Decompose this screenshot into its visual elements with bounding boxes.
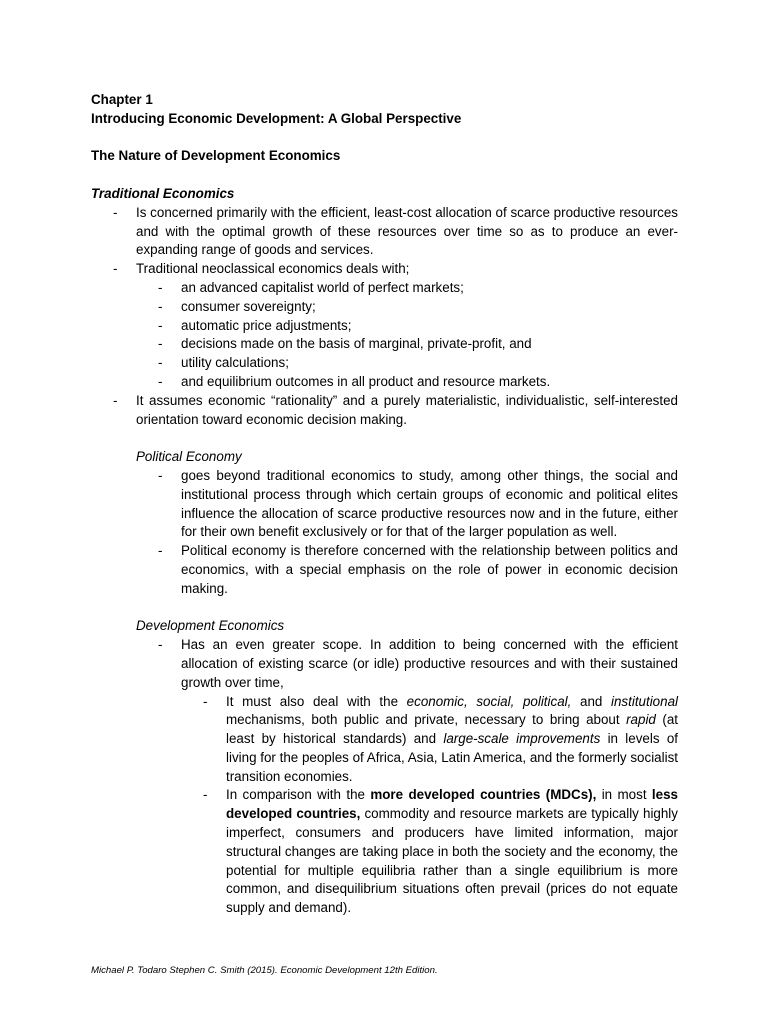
traditional-economics-heading: Traditional Economics [91, 185, 235, 201]
list-item: - Has an even greater scope. In addition to being concerned with the efficient allocation of existing scarce (or idle) productive resources and with their sustained growth over time, [158, 637, 678, 690]
sub-list-item: - decisions made on the basis of marginal, private-profit, and [158, 336, 532, 352]
list-item: - Political economy is therefore concerned with the relationship between politics and economics, with a special emphasis on the role of power in economic decision making. [158, 543, 678, 596]
chapter-number: Chapter 1 [91, 92, 153, 107]
sub-list-item: - automatic price adjustments; [158, 317, 352, 333]
sub-list-item: - consumer sovereignty; [158, 298, 316, 314]
section-title: The Nature of Development Economics [91, 148, 341, 164]
chapter-title: Introducing Economic Development: A Global Perspective [91, 110, 462, 126]
list-item: - Traditional neoclassical economics deals with; [113, 261, 410, 277]
document-body [91, 91, 678, 918]
sub-list-item: - It must also deal with the economic, social, political, and institutional mechanisms, both public and private, necessary to bring about rapid (at least by historical standards) and large-scale improvements in levels of living for the peoples of Africa, Asia, Latin America, and the formerly socialist transition economies. [203, 693, 678, 784]
citation-footer: Michael P. Todaro Stephen C. Smith (2015). Economic Development 12th Edition. [91, 965, 438, 976]
political-economy-heading: Political Economy [136, 449, 242, 465]
list-item: - It assumes economic “rationality” and a purely materialistic, individualistic, self-interested orientation toward economic decision making. [113, 392, 678, 427]
sub-list-item: - an advanced capitalist world of perfect markets; [158, 279, 464, 295]
sub-list-item: - utility calculations; [158, 355, 289, 371]
sub-list-item: - and equilibrium outcomes in all product and resource markets. [158, 373, 551, 389]
development-economics-heading: Development Economics [136, 618, 285, 634]
list-item: - goes beyond traditional economics to study, among other things, the social and institutional process through which certain groups of economic and political elites influence the allocation of scarce productive resources now and in the future, either for their own benefit exclusively or for that of the larger population as well. [158, 467, 678, 540]
list-item: - Is concerned primarily with the efficient, least-cost allocation of scarce productive resources and with the optimal growth of these resources over time so as to produce an ever-expanding range of goods and services. [113, 204, 678, 258]
sub-list-item: - In comparison with the more developed countries (MDCs), in most less developed countries, commodity and resource markets are typically highly imperfect, consumers and producers have limited information, major structural changes are taking place in both the society and the economy, the potential for multiple equilibria rather than a single equilibrium is more common, and disequilibrium situations often prevail (prices do not equate supply and demand). [203, 787, 678, 916]
